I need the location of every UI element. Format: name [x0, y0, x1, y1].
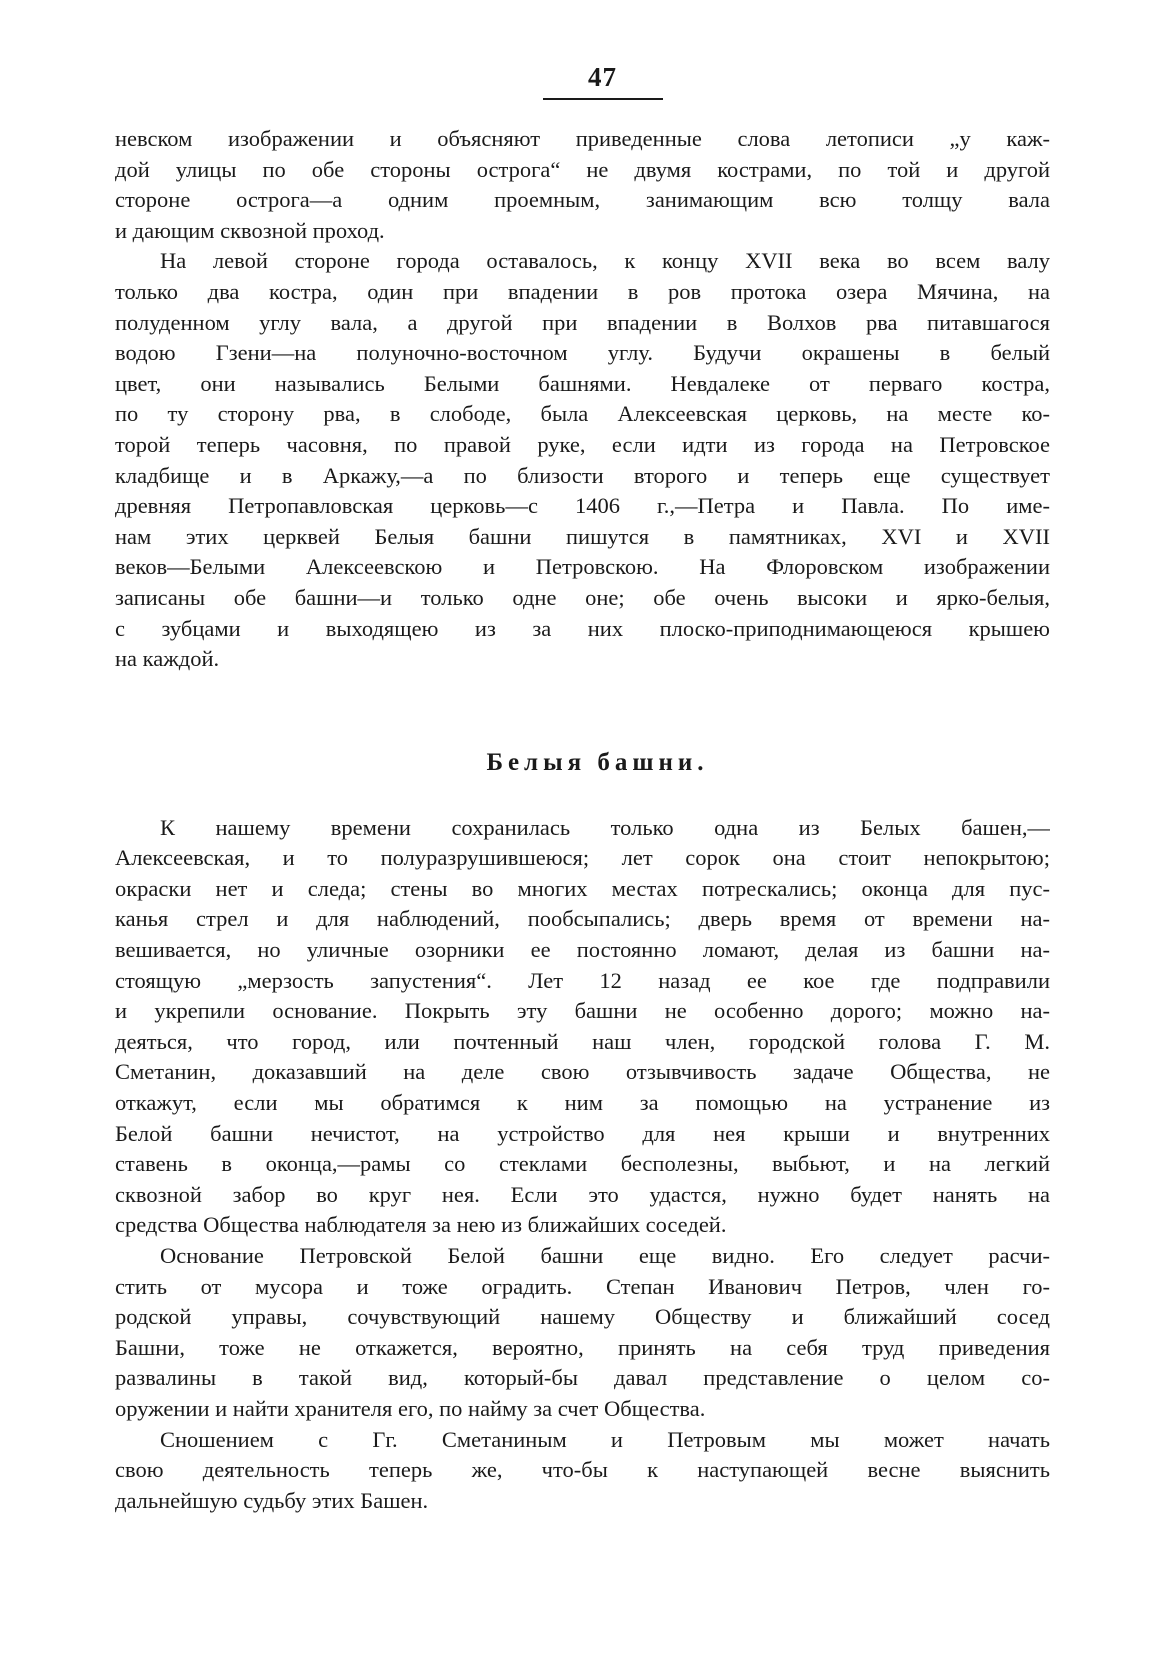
- text-line: и дающим сквозной проход.: [115, 217, 385, 243]
- text-line: родской управы, сочувствующий нашему Обществу и ближайший сосед: [115, 1304, 1050, 1330]
- text-line: водою Гзени—на полуночно-восточном углу. Будучи окрашены в белый: [115, 340, 1050, 366]
- text-line: стить от мусора и тоже оградить. Степан Иванович Петров, член го-: [115, 1273, 1050, 1299]
- paragraph: [115, 1241, 1050, 1425]
- text-line: записаны обе башни—и только одне оне; обе очень высоки и ярко-белыя,: [115, 584, 1050, 610]
- text-line: только два костра, один при впадении в ров протока озера Мячина, на: [115, 278, 1050, 304]
- text-line: средства Общества наблюдателя за нею из ближайших соседей.: [115, 1212, 727, 1238]
- text-line: Алексеевская, и то полуразрушившеюся; лет сорок она стоит непокрытою;: [115, 845, 1050, 871]
- text-line: цвет, они назывались Белыми башнями. Невдалеке от перваго костра,: [115, 370, 1050, 396]
- section-heading: Белыя башни.: [486, 748, 709, 776]
- text-line: и укрепили основание. Покрыть эту башни не особенно дорого; можно на-: [115, 998, 1050, 1024]
- text-line: на каждой.: [115, 646, 220, 672]
- text-line: вешивается, но уличные озорники ее постоянно ломают, делая из башни на-: [115, 937, 1050, 963]
- text-line: Сношением с Гг. Сметаниным и Петровым мы может начать: [160, 1426, 1050, 1452]
- top-text-block: [115, 124, 1050, 675]
- text-line: дальнейшую судьбу этих Башен.: [115, 1487, 429, 1513]
- text-line: стоящую „мерзость запустения“. Лет 12 назад ее кое где подправили: [115, 967, 1050, 993]
- text-line: древняя Петропавловская церковь—с 1406 г.,—Петра и Павла. По име-: [115, 493, 1050, 519]
- text-line: ставень в оконца,—рамы со стеклами бесполезны, выбьют, и на легкий: [115, 1151, 1050, 1177]
- text-line: Основание Петровской Белой башни еще видно. Его следует расчи-: [160, 1243, 1050, 1268]
- paragraph: [115, 813, 1050, 1241]
- text-line: Белой башни нечистот, на устройство для нея крыши и внутренних: [115, 1120, 1050, 1146]
- page-number: 47: [588, 62, 617, 92]
- text-line: деяться, что город, или почтенный наш член, городской голова Г. М.: [115, 1028, 1050, 1054]
- text-line: дой улицы по обе стороны острога“ не двумя кострами, по той и другой: [115, 156, 1050, 182]
- text-line: К нашему времени сохранилась только одна из Белых башен,—: [160, 814, 1050, 840]
- text-line: нам этих церквей Белыя башни пишутся в памятниках, XVI и XVII: [115, 523, 1050, 549]
- text-line: по ту сторону рва, в слободе, была Алексеевская церковь, на месте ко-: [115, 401, 1050, 427]
- text-line: На левой стороне города оставалось, к концу XVII века во всем валу: [160, 248, 1050, 274]
- page-number-rule: [543, 98, 663, 100]
- text-line: свою деятельность теперь же, что-бы к наступающей весне выяснить: [115, 1457, 1050, 1483]
- text-line: сквозной забор во круг нея. Если это удастся, нужно будет нанять на: [115, 1181, 1050, 1207]
- text-line: стороне острога—а одним проемным, занимающим всю толщу вала: [115, 187, 1050, 213]
- bottom-text-block: [115, 813, 1050, 1517]
- text-line: веков—Белыми Алексеевскою и Петровскою. На Флоровском изображении: [115, 554, 1050, 580]
- text-line: Сметанин, доказавший на деле свою отзывчивость задаче Общества, не: [115, 1059, 1050, 1085]
- text-line: невском изображении и объясняют приведенные слова летописи „у каж-: [115, 126, 1050, 151]
- text-line: откажут, если мы обратимся к ним за помощью на устранение из: [115, 1090, 1050, 1116]
- text-line: торой теперь часовня, по правой руке, если идти из города на Петровское: [115, 431, 1050, 457]
- paragraph: [115, 124, 1050, 246]
- text-line: развалины в такой вид, который-бы давал представление о целом со-: [115, 1365, 1050, 1391]
- document-page: [115, 62, 1050, 1516]
- text-line: канья стрел и для наблюдений, пообсыпались; дверь время от времени на-: [115, 906, 1050, 932]
- text-line: полуденном углу вала, а другой при впадении в Волхов рва питавшагося: [115, 309, 1050, 335]
- paragraph: [115, 1425, 1050, 1517]
- text-line: с зубцами и выходящею из за них плоско-приподнимающеюся крышею: [115, 615, 1050, 641]
- paragraph: [115, 246, 1050, 674]
- text-line: оружении и найти хранителя его, по найму за счет Общества.: [115, 1395, 706, 1421]
- text-line: кладбище и в Аркажу,—а по близости второго и теперь еще существует: [115, 462, 1050, 488]
- text-line: окраски нет и следа; стены во многих местах потрескались; оконца для пус-: [115, 875, 1050, 901]
- text-line: Башни, тоже не откажется, вероятно, принять на себя труд приведения: [115, 1334, 1050, 1360]
